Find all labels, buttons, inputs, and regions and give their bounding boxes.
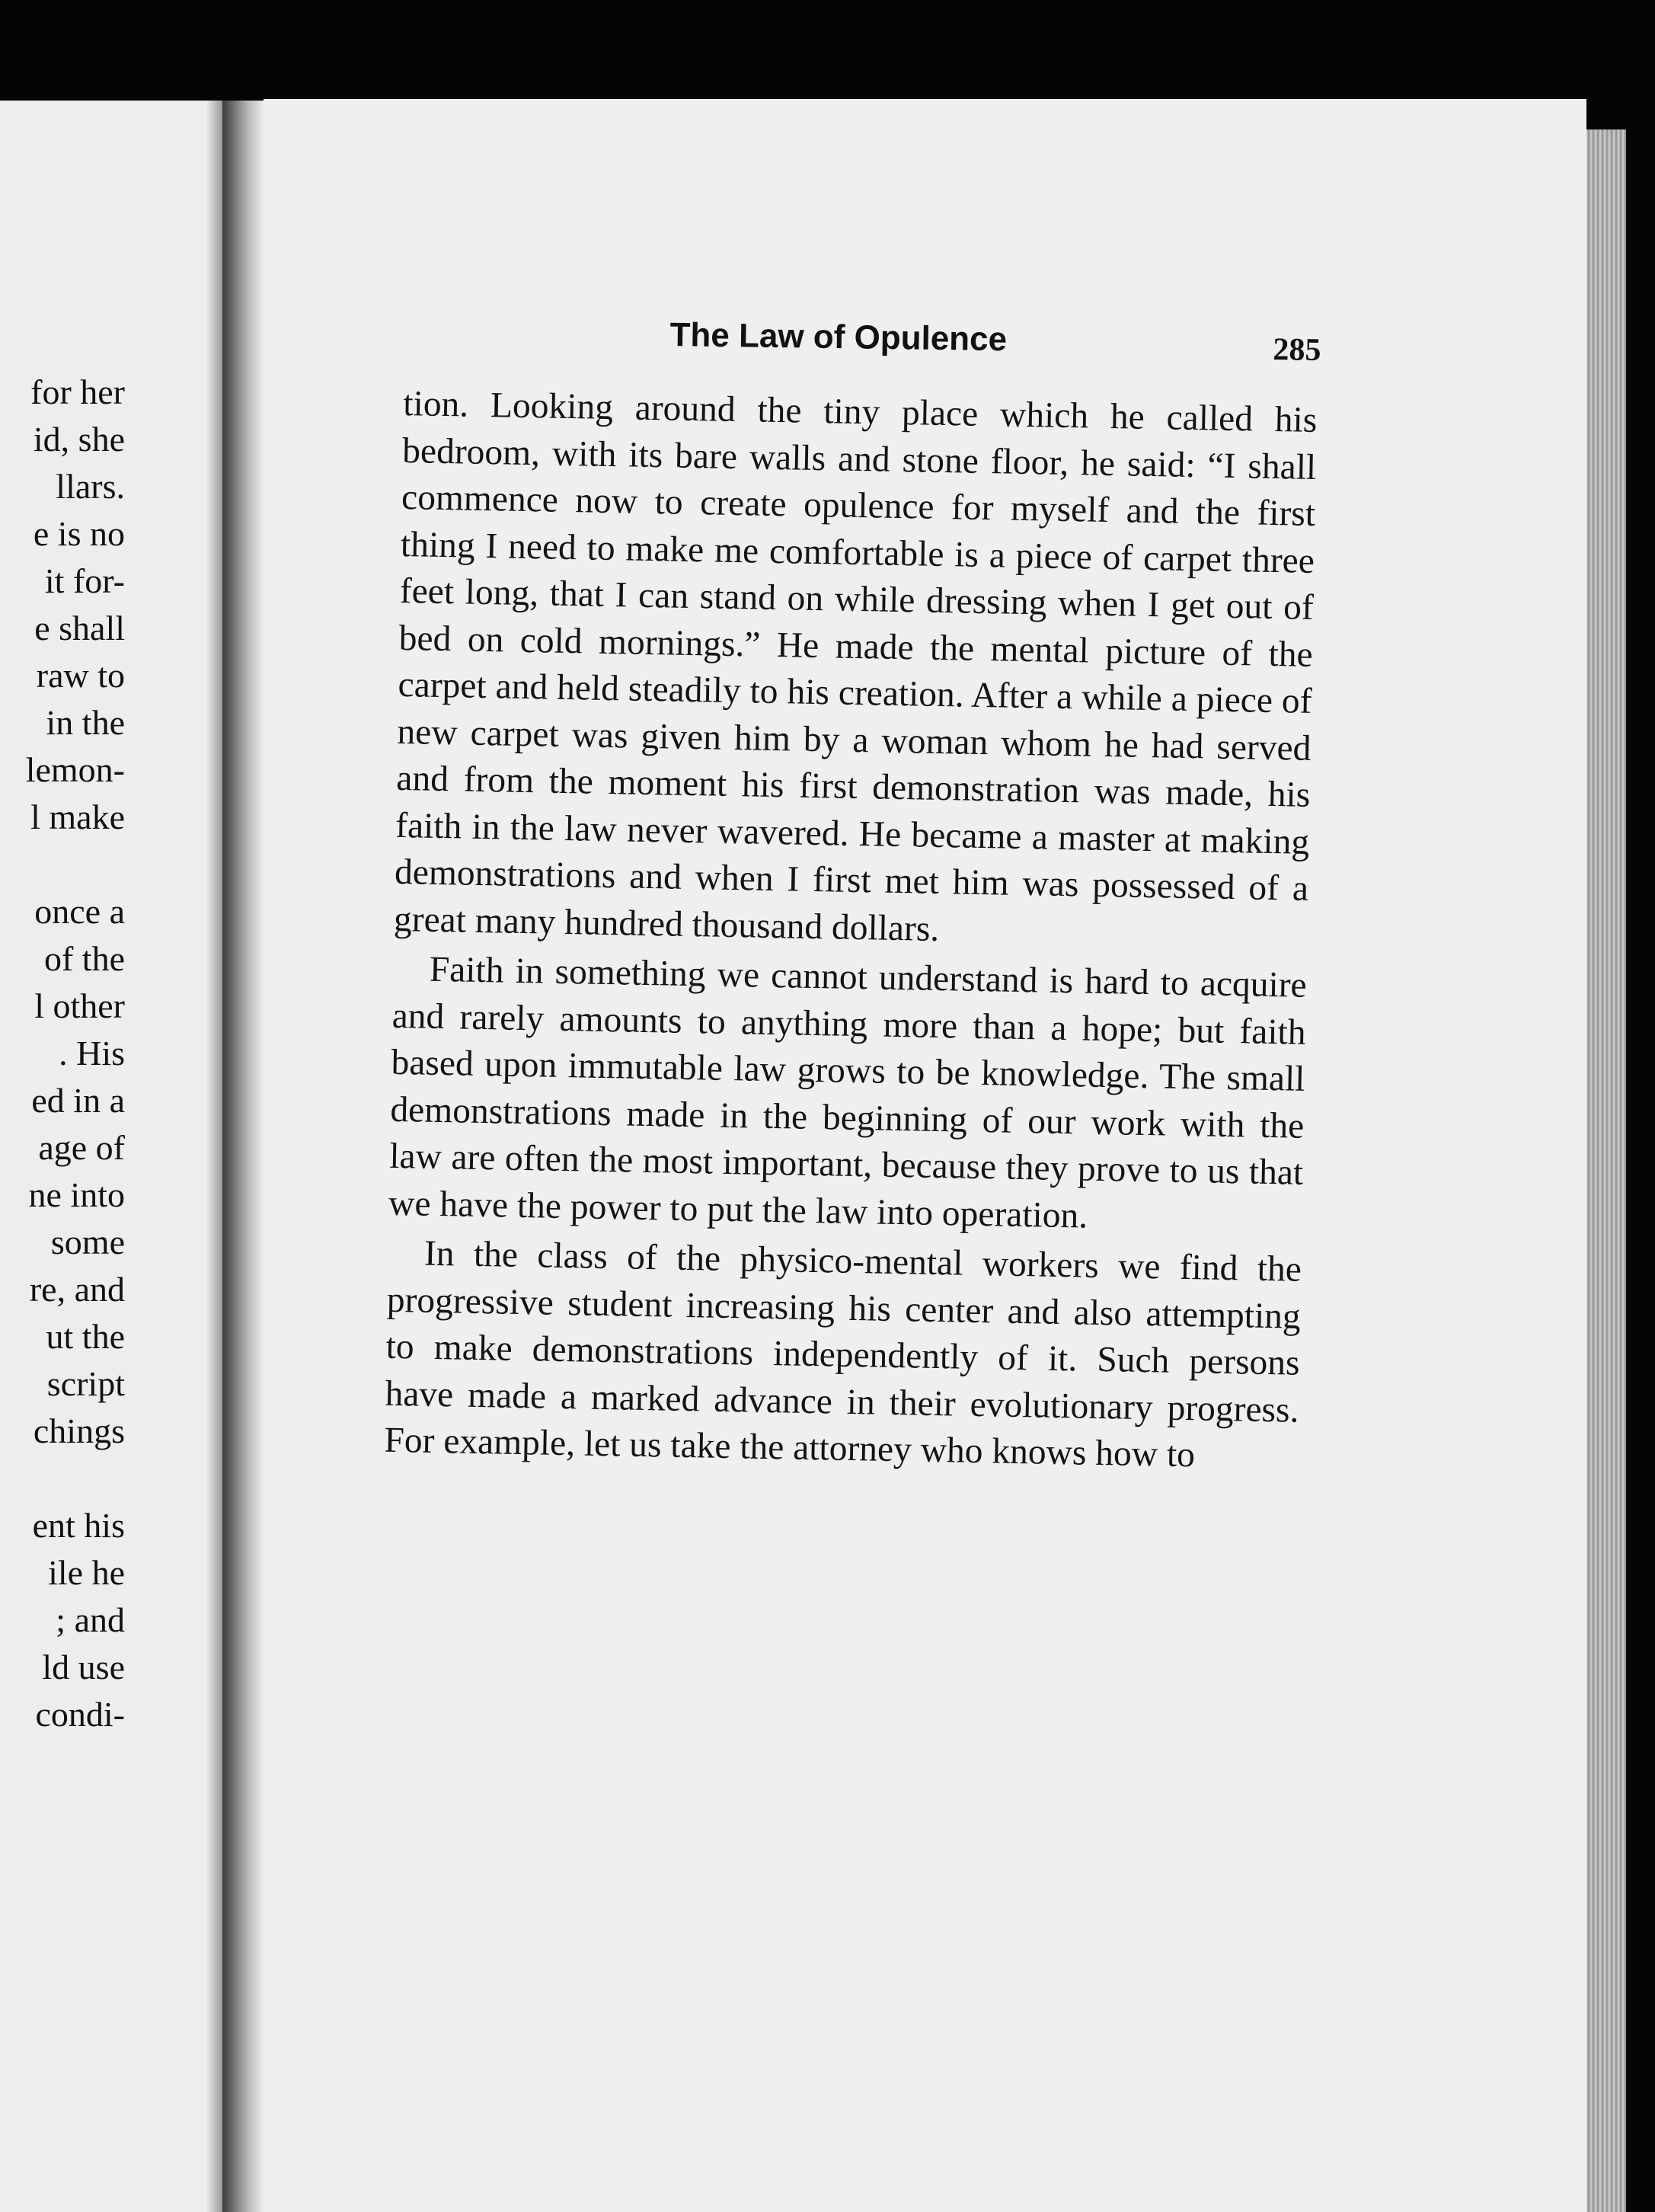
- left-page-line: age of: [38, 1128, 125, 1167]
- left-page-line: ile he: [48, 1553, 125, 1592]
- left-page-line: ld use: [42, 1648, 125, 1686]
- left-page-line: ut the: [46, 1317, 125, 1356]
- page-number: 285: [1273, 332, 1321, 368]
- left-page-line: raw to: [36, 656, 125, 695]
- left-page-line: once a: [34, 892, 125, 931]
- left-page-line: some: [50, 1223, 125, 1261]
- left-page-line: id, she: [33, 420, 125, 459]
- left-page-line: re, and: [29, 1270, 125, 1309]
- left-page-line: chings: [33, 1411, 125, 1450]
- left-page-line: ne into: [28, 1175, 125, 1214]
- left-page-line: [26, 841, 125, 888]
- left-page-fold: [207, 101, 222, 2212]
- left-page-line: lemon-: [25, 750, 125, 789]
- left-page-line: it for-: [44, 561, 125, 600]
- left-page-line: l other: [34, 986, 125, 1025]
- left-page-line: ; and: [56, 1600, 125, 1639]
- left-page-line: llars.: [56, 467, 125, 506]
- paragraph: Faith in something we cannot understand is hard to acquire and rarely amounts to anything more than a hope; but faith based upon immutable law grows to be knowledge. The small demonstrations made in the beginning of our work with the law are often the most important, because they prove to us that we have the power to put the law into operation.: [388, 949, 1308, 1236]
- left-page-line: l make: [30, 798, 125, 836]
- left-page-line: ed in a: [31, 1081, 125, 1120]
- left-page-line: of the: [43, 939, 125, 978]
- page-edge: [1586, 129, 1626, 2212]
- left-page: [0, 101, 222, 2212]
- left-page-line: script: [46, 1364, 125, 1403]
- left-page-line: e is no: [33, 514, 125, 553]
- body-text: [384, 381, 1318, 1481]
- left-page-line: ent his: [32, 1506, 125, 1545]
- left-page-line: e shall: [34, 609, 125, 647]
- paragraph: tion. Looking around the tiny place which he called his bedroom, with its bare walls and stone floor, he said: “I shall commence now to create opulence for myself and the first thing I need to make me comfortable is a piece of carpet three feet long, that I can stand on while dressing when I get out of bed on cold mornings.” He made the mental picture of the carpet and held steadily to his creation. After a while a piece of new carpet was given him by a woman whom he had served and from the moment his first demonstration was made, his faith in the law never wavered. He became a master at making demonstrations and when I first met him was possessed of a great many hundred thousand dollars.: [393, 383, 1318, 949]
- left-page-line: . His: [59, 1034, 125, 1072]
- left-page-line: in the: [46, 703, 125, 742]
- paragraph: In the class of the physico-mental workers we find the progressive student increasing his center and also attempting to make demonstrations independently of it. Such persons have made a marked advance in their evolutionary progress. For example, let us take the attorney who knows how to: [384, 1233, 1302, 1475]
- left-page-line: condi-: [35, 1695, 125, 1734]
- running-title: The Law of Opulence: [669, 315, 1008, 359]
- left-page-text: [26, 369, 125, 1738]
- book-gutter: [222, 101, 264, 2212]
- left-page-line: for her: [30, 372, 125, 411]
- left-page-line: [26, 1455, 125, 1502]
